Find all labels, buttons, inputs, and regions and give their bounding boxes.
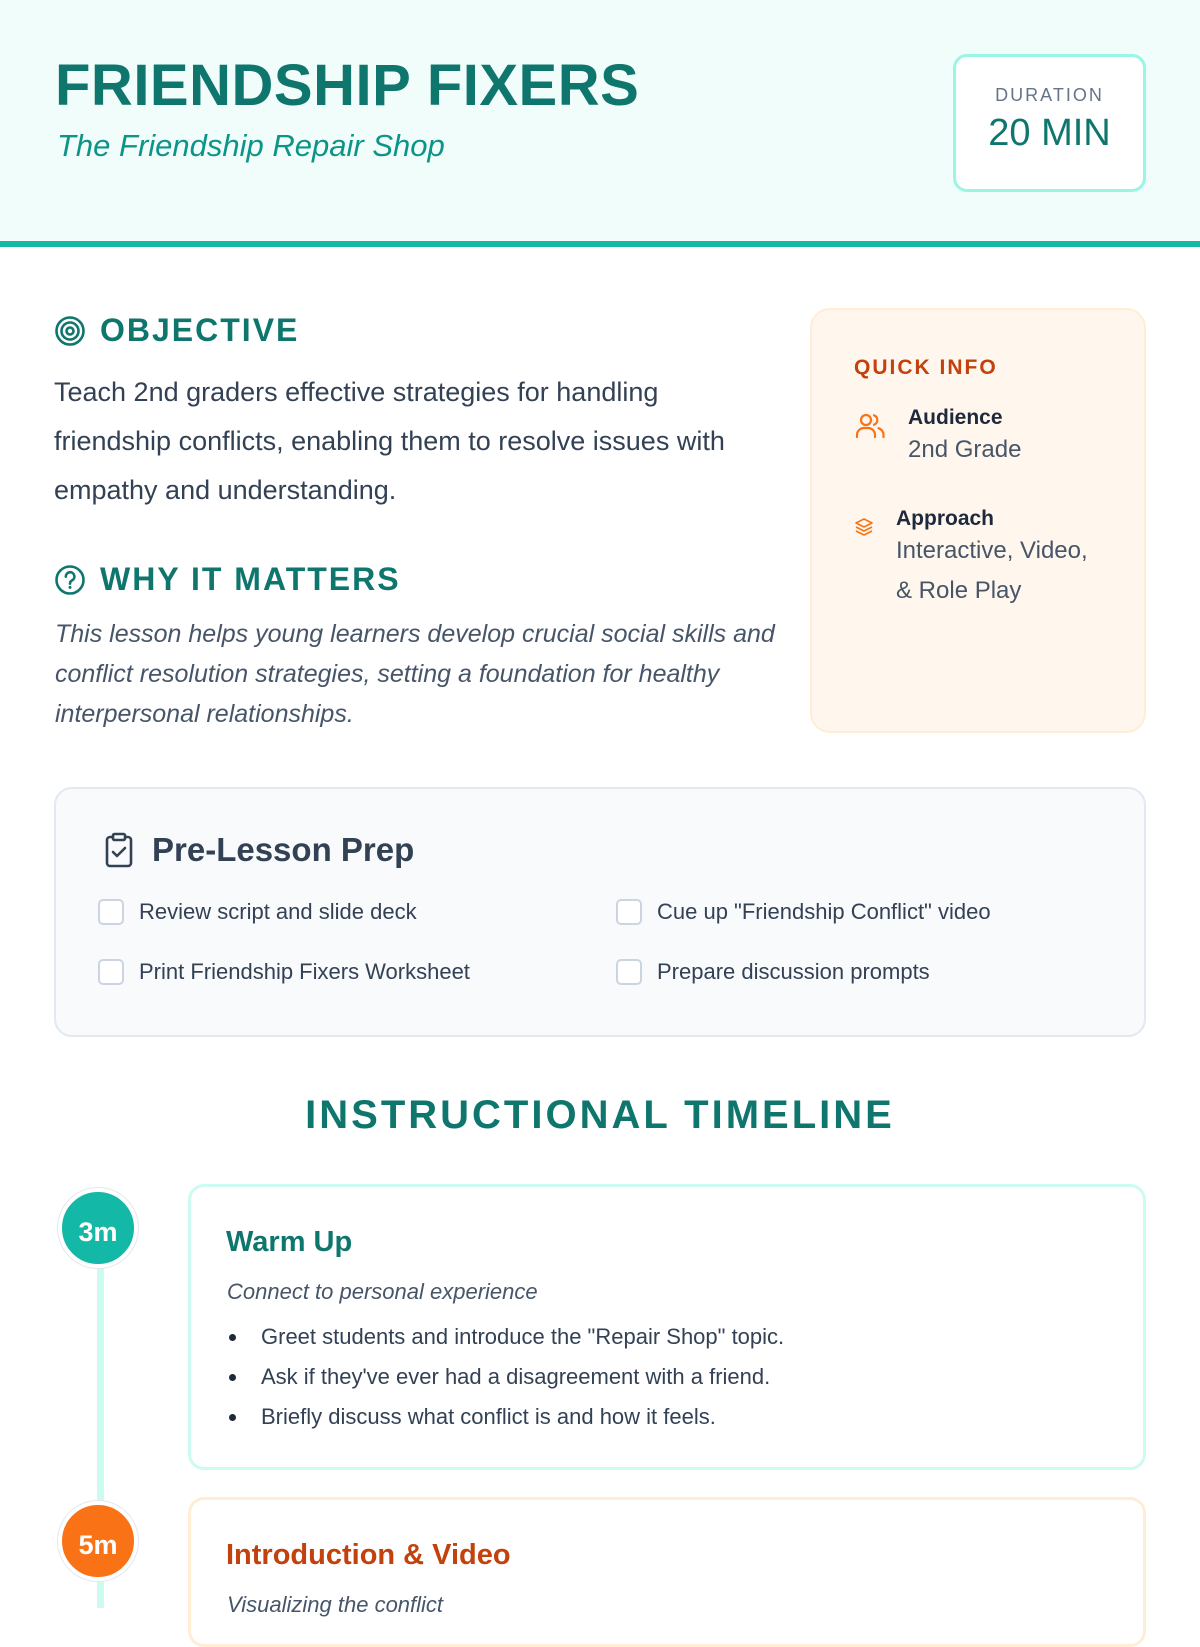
- step-title: Introduction & Video: [226, 1539, 511, 1571]
- objective-heading-text: OBJECTIVE: [100, 312, 300, 348]
- prep-item-label: Cue up "Friendship Conflict" video: [657, 899, 991, 924]
- audience-value: 2nd Grade: [908, 436, 1022, 463]
- step-title: Warm Up: [226, 1226, 353, 1258]
- timeline-time-badge: 3m: [58, 1188, 138, 1268]
- target-icon: [54, 315, 86, 347]
- clipboard-check-icon: [100, 831, 138, 869]
- timeline-time-badge: 5m: [58, 1501, 138, 1581]
- audience-label: Audience: [908, 406, 1003, 429]
- approach-label: Approach: [896, 507, 995, 530]
- question-circle-icon: [54, 564, 86, 596]
- objective-text: Teach 2nd graders effective strategies for handling friendship conflicts, enabling them to resolve issues with empathy and understanding.: [54, 377, 725, 505]
- timeline-title: INSTRUCTIONAL TIMELINE: [305, 1093, 895, 1137]
- quick-info-title: QUICK INFO: [854, 356, 998, 379]
- prep-item-label: Prepare discussion prompts: [657, 959, 930, 984]
- duration-badge: [953, 54, 1146, 192]
- prep-item-label: Print Friendship Fixers Worksheet: [139, 959, 470, 984]
- why-heading: [54, 561, 401, 598]
- timeline-line: [97, 1240, 104, 1510]
- pre-lesson-prep-card: [54, 787, 1146, 1037]
- prep-checkbox[interactable]: [616, 899, 642, 925]
- page-header: [0, 0, 1200, 247]
- prep-checkbox[interactable]: [98, 899, 124, 925]
- step-subtitle: Connect to personal experience: [227, 1279, 538, 1304]
- prep-item[interactable]: [98, 959, 470, 985]
- layers-icon: [854, 517, 874, 537]
- duration-value: 20 MIN: [988, 112, 1111, 154]
- step-activity-list: [227, 1317, 784, 1437]
- objective-heading: [54, 312, 299, 349]
- timeline-line: [97, 1578, 104, 1608]
- prep-item[interactable]: [616, 899, 991, 925]
- list-item: Greet students and introduce the "Repair Shop" topic.: [227, 1317, 784, 1357]
- prep-item-label: Review script and slide deck: [139, 899, 417, 924]
- prep-checkbox[interactable]: [616, 959, 642, 985]
- step-subtitle: Visualizing the conflict: [227, 1592, 444, 1617]
- list-item: Ask if they've ever had a disagreement with a friend.: [227, 1357, 784, 1397]
- prep-title: Pre-Lesson Prep: [152, 831, 415, 868]
- why-heading-text: WHY IT MATTERS: [100, 561, 401, 597]
- prep-item[interactable]: [616, 959, 930, 985]
- users-icon: [854, 410, 886, 442]
- quick-info-audience: [854, 406, 1021, 470]
- list-item: Briefly discuss what conflict is and how it feels.: [227, 1397, 784, 1437]
- timeline-step-card: [188, 1184, 1146, 1470]
- quick-info-card: [810, 308, 1146, 733]
- timeline-step-card: [188, 1497, 1146, 1647]
- prep-heading: [100, 831, 414, 869]
- duration-label: DURATION: [995, 85, 1104, 105]
- prep-checkbox[interactable]: [98, 959, 124, 985]
- prep-item[interactable]: [98, 899, 417, 925]
- quick-info-approach: [854, 507, 1096, 611]
- approach-value: Interactive, Video, & Role Play: [896, 537, 1088, 604]
- page-subtitle: The Friendship Repair Shop: [57, 128, 445, 163]
- page-title: FRIENDSHIP FIXERS: [55, 53, 640, 118]
- why-text: This lesson helps young learners develop crucial social skills and conflict resolution strategies, setting a foundation for healthy interpersonal relationships.: [55, 620, 775, 728]
